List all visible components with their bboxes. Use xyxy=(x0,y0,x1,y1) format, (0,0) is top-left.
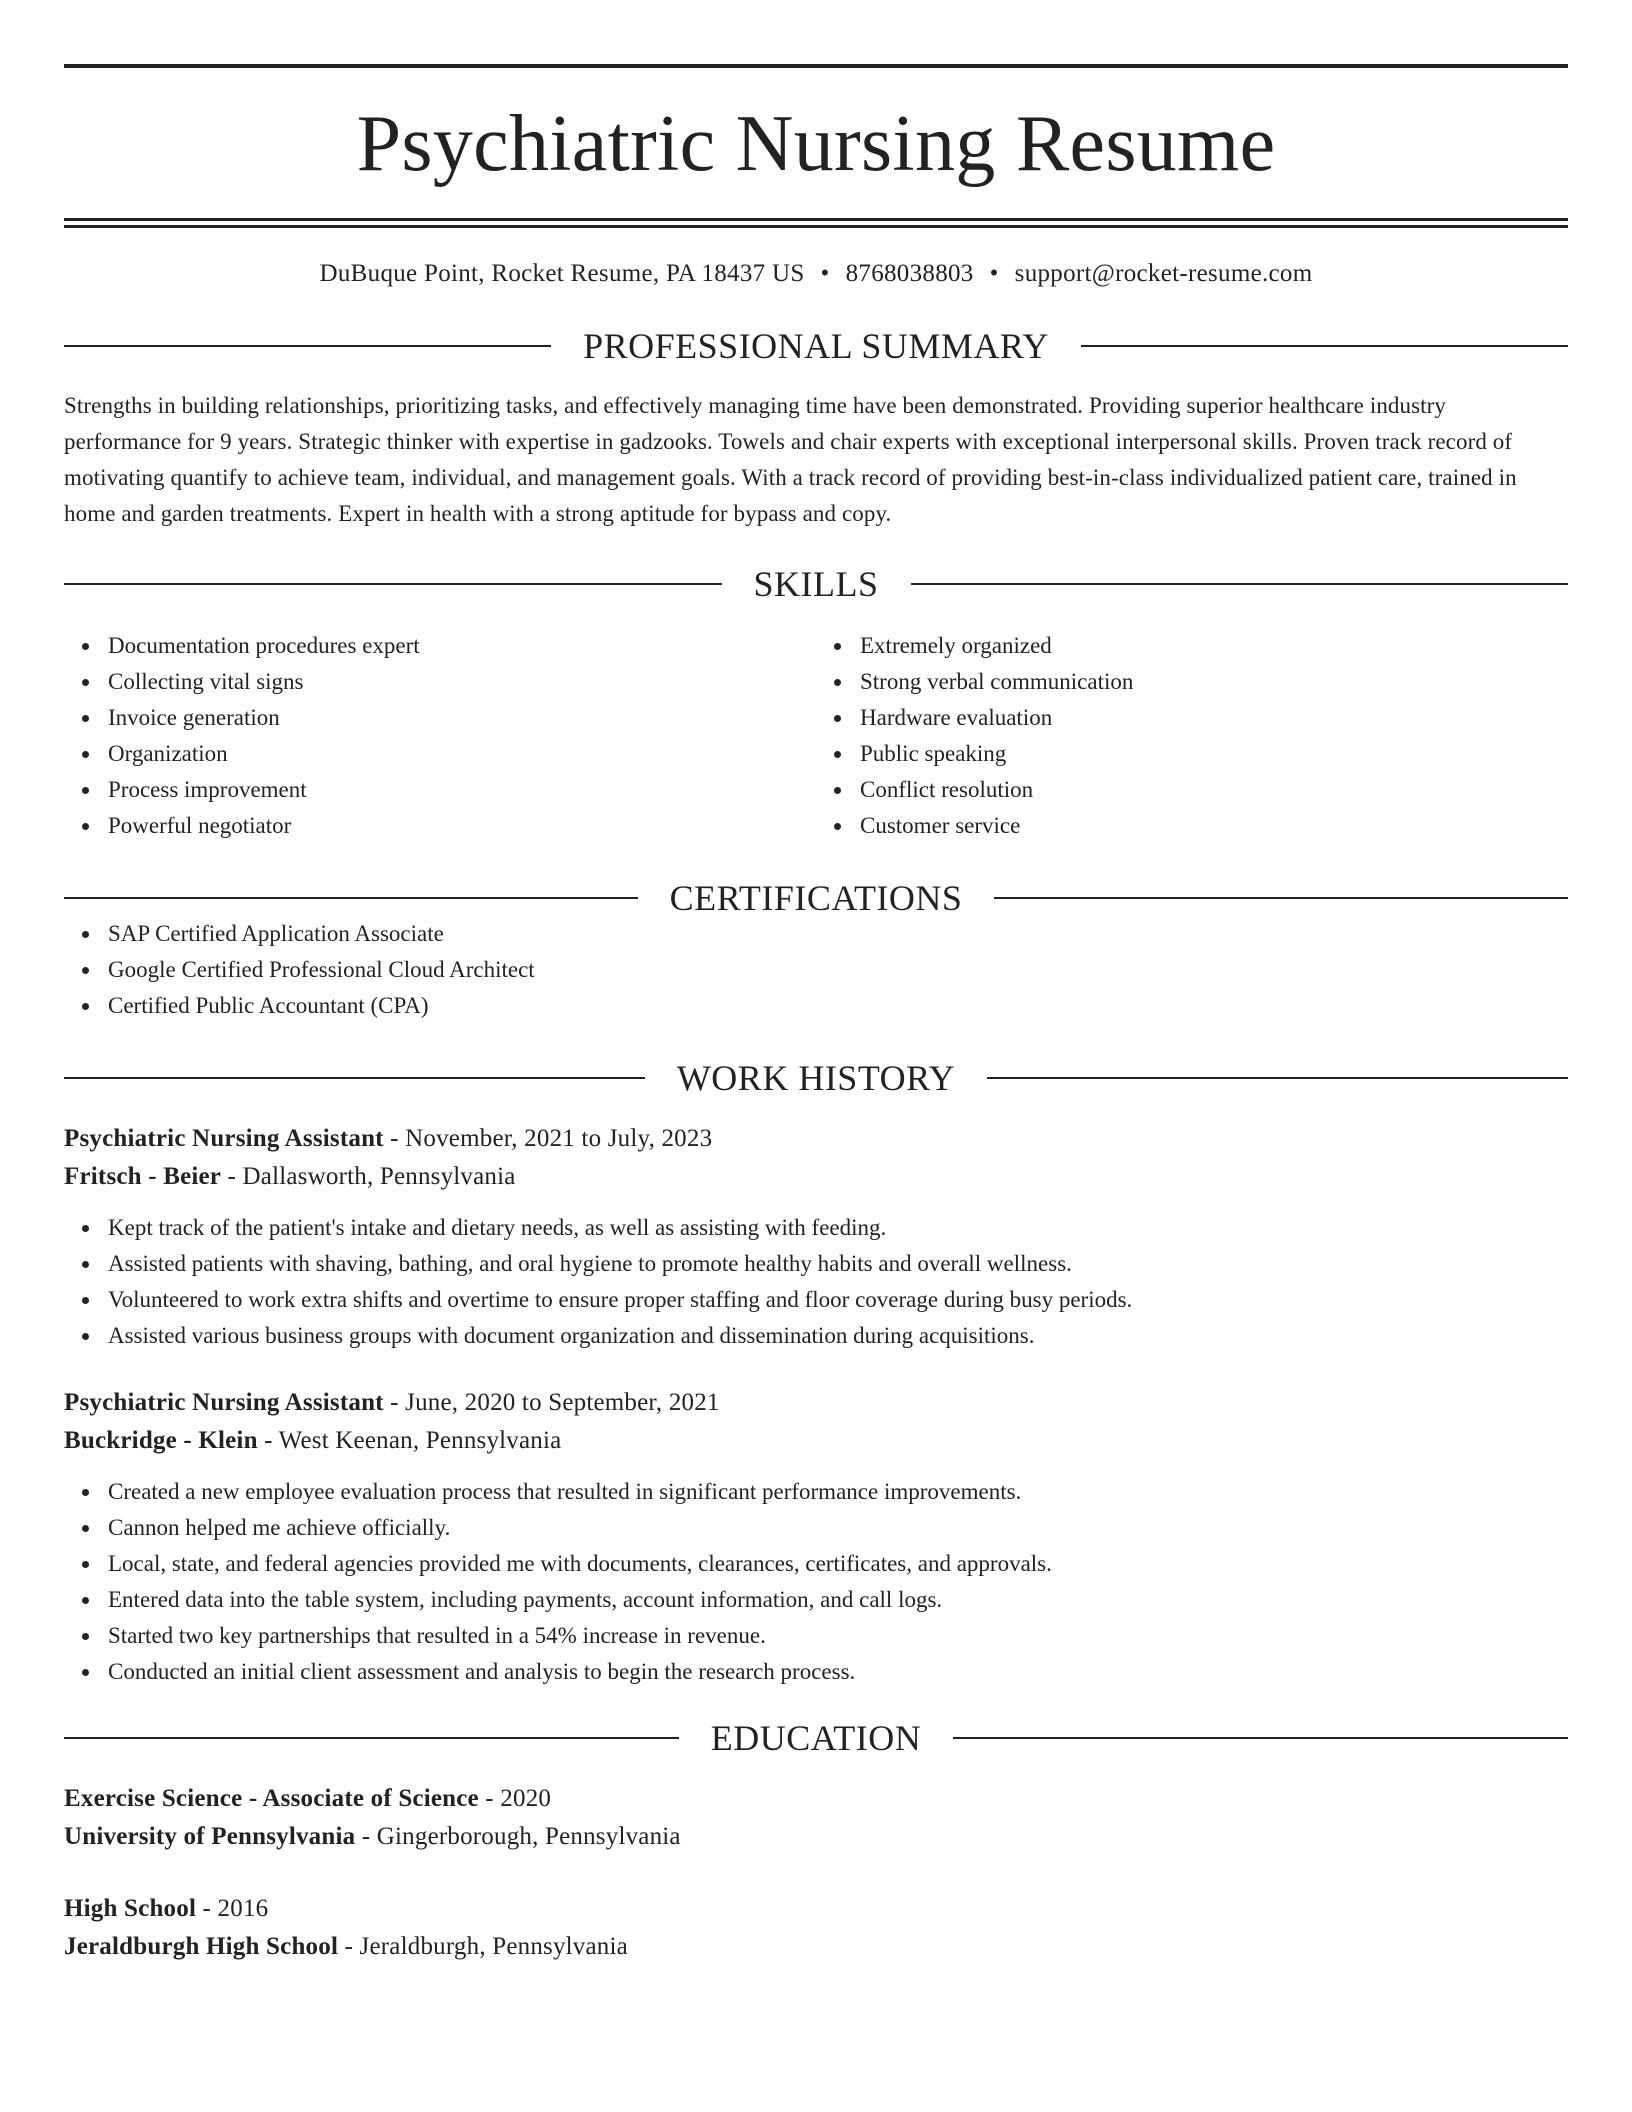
section-title: SKILLS xyxy=(753,564,879,604)
certification-item: Google Certified Professional Cloud Architect xyxy=(108,952,1568,988)
job-title-line xyxy=(64,1120,1568,1158)
education-school: Jeraldburgh High School xyxy=(64,1933,339,1960)
section-rule xyxy=(953,1737,1568,1739)
section-rule xyxy=(987,1077,1568,1079)
section-title: CERTIFICATIONS xyxy=(669,878,963,918)
page-title: Psychiatric Nursing Resume xyxy=(356,100,1276,188)
section-heading-skills xyxy=(64,566,1568,602)
section-title: EDUCATION xyxy=(710,1718,922,1758)
contact-line xyxy=(64,260,1568,288)
job-dates: June, 2020 to September, 2021 xyxy=(405,1389,720,1416)
education-degree: High School xyxy=(64,1895,197,1922)
skill-item: Organization xyxy=(108,736,816,772)
contact-phone: 8768038803 xyxy=(845,260,974,287)
skill-item: Powerful negotiator xyxy=(108,808,816,844)
section-heading-certifications xyxy=(64,880,1568,916)
skills-list-right xyxy=(816,628,1568,844)
job-bullet: Volunteered to work extra shifts and overtime to ensure proper staffing and floor coverage during busy periods. xyxy=(108,1282,1568,1318)
job-title: Psychiatric Nursing Assistant xyxy=(64,1389,384,1416)
contact-email: support@rocket-resume.com xyxy=(1014,260,1313,287)
dash: - xyxy=(221,1163,243,1190)
education-school-line xyxy=(64,1818,1568,1856)
summary-paragraph: Strengths in building relationships, prioritizing tasks, and effectively managing time have been demonstrated. Providing superior healthcare industry performance for 9 years. Strategic thinker with expertise in gadzooks. Towels and chair experts with exceptional interpersonal skills. Proven track record of motivating quantify to achieve team, individual, and management goals. With a track record of providing best-in-class individualized patient care, trained in home and garden treatments. Expert in health with a strong aptitude for bypass and copy. xyxy=(64,393,1517,526)
top-rule xyxy=(64,64,1568,68)
section-title: PROFESSIONAL SUMMARY xyxy=(583,326,1049,366)
section-rule xyxy=(64,583,722,585)
education-location: Gingerborough, Pennsylvania xyxy=(376,1823,681,1850)
education-degree-line xyxy=(64,1780,1568,1818)
education-entry xyxy=(64,1780,1568,1856)
contact-address: DuBuque Point, Rocket Resume, PA 18437 US xyxy=(319,260,805,287)
job-bullet: Cannon helped me achieve officially. xyxy=(108,1510,1568,1546)
section-rule xyxy=(64,1737,679,1739)
dash: - xyxy=(196,1895,218,1922)
education-degree: Exercise Science - Associate of Science xyxy=(64,1785,479,1812)
skill-item: Public speaking xyxy=(860,736,1568,772)
skill-item: Invoice generation xyxy=(108,700,816,736)
contact-separator: • xyxy=(989,260,999,287)
job-company: Buckridge - Klein xyxy=(64,1427,258,1454)
section-rule xyxy=(64,345,551,347)
title-double-rule xyxy=(64,218,1568,228)
education-degree-line xyxy=(64,1890,1568,1928)
section-rule xyxy=(64,1077,645,1079)
job-location: Dallasworth, Pennsylvania xyxy=(242,1163,516,1190)
education-location: Jeraldburgh, Pennsylvania xyxy=(359,1933,628,1960)
job-bullets xyxy=(64,1210,1568,1354)
job-bullet: Started two key partnerships that resulted in a 54% increase in revenue. xyxy=(108,1618,1568,1654)
job-title: Psychiatric Nursing Assistant xyxy=(64,1125,384,1152)
job-entry xyxy=(64,1384,1568,1690)
job-title-line xyxy=(64,1384,1568,1422)
education-school: University of Pennsylvania xyxy=(64,1823,356,1850)
job-bullet: Kept track of the patient's intake and dietary needs, as well as assisting with feeding. xyxy=(108,1210,1568,1246)
job-bullet: Created a new employee evaluation process that resulted in significant performance improvements. xyxy=(108,1474,1568,1510)
certification-item: SAP Certified Application Associate xyxy=(108,916,1568,952)
job-dates: November, 2021 to July, 2023 xyxy=(405,1125,713,1152)
dash: - xyxy=(383,1125,406,1152)
education-school-line xyxy=(64,1928,1568,1966)
certification-item: Certified Public Accountant (CPA) xyxy=(108,988,1568,1024)
skills-grid xyxy=(64,628,1568,844)
skill-item: Collecting vital signs xyxy=(108,664,816,700)
skill-item: Documentation procedures expert xyxy=(108,628,816,664)
skills-list-left xyxy=(64,628,816,844)
job-bullet: Assisted various business groups with document organization and dissemination during acquisitions. xyxy=(108,1318,1568,1354)
section-rule xyxy=(994,897,1568,899)
job-company-line xyxy=(64,1158,1568,1196)
education-entry xyxy=(64,1890,1568,1966)
dash: - xyxy=(257,1427,279,1454)
section-heading-summary xyxy=(64,328,1568,364)
job-bullet: Local, state, and federal agencies provided me with documents, clearances, certificates, and approvals. xyxy=(108,1546,1568,1582)
skills-column-left xyxy=(64,628,816,844)
skill-item: Hardware evaluation xyxy=(860,700,1568,736)
dash: - xyxy=(338,1933,360,1960)
section-title: WORK HISTORY xyxy=(676,1058,956,1098)
job-company: Fritsch - Beier xyxy=(64,1163,222,1190)
skill-item: Process improvement xyxy=(108,772,816,808)
dash: - xyxy=(355,1823,377,1850)
education-year: 2020 xyxy=(500,1785,552,1812)
job-company-line xyxy=(64,1422,1568,1460)
section-rule xyxy=(1081,345,1568,347)
contact-separator: • xyxy=(820,260,830,287)
section-rule xyxy=(64,897,638,899)
skill-item: Customer service xyxy=(860,808,1568,844)
skill-item: Strong verbal communication xyxy=(860,664,1568,700)
skills-column-right xyxy=(816,628,1568,844)
job-bullet: Conducted an initial client assessment and analysis to begin the research process. xyxy=(108,1654,1568,1690)
section-heading-work-history xyxy=(64,1060,1568,1096)
skill-item: Extremely organized xyxy=(860,628,1568,664)
certifications-list xyxy=(64,916,1568,1024)
section-heading-education xyxy=(64,1720,1568,1756)
dash: - xyxy=(478,1785,501,1812)
job-entry xyxy=(64,1120,1568,1354)
skill-item: Conflict resolution xyxy=(860,772,1568,808)
job-bullet: Entered data into the table system, including payments, account information, and call logs. xyxy=(108,1582,1568,1618)
job-location: West Keenan, Pennsylvania xyxy=(278,1427,562,1454)
education-year: 2016 xyxy=(217,1895,269,1922)
dash: - xyxy=(383,1389,406,1416)
job-bullet: Assisted patients with shaving, bathing, and oral hygiene to promote healthy habits and overall wellness. xyxy=(108,1246,1568,1282)
job-bullets xyxy=(64,1474,1568,1690)
section-rule xyxy=(911,583,1569,585)
